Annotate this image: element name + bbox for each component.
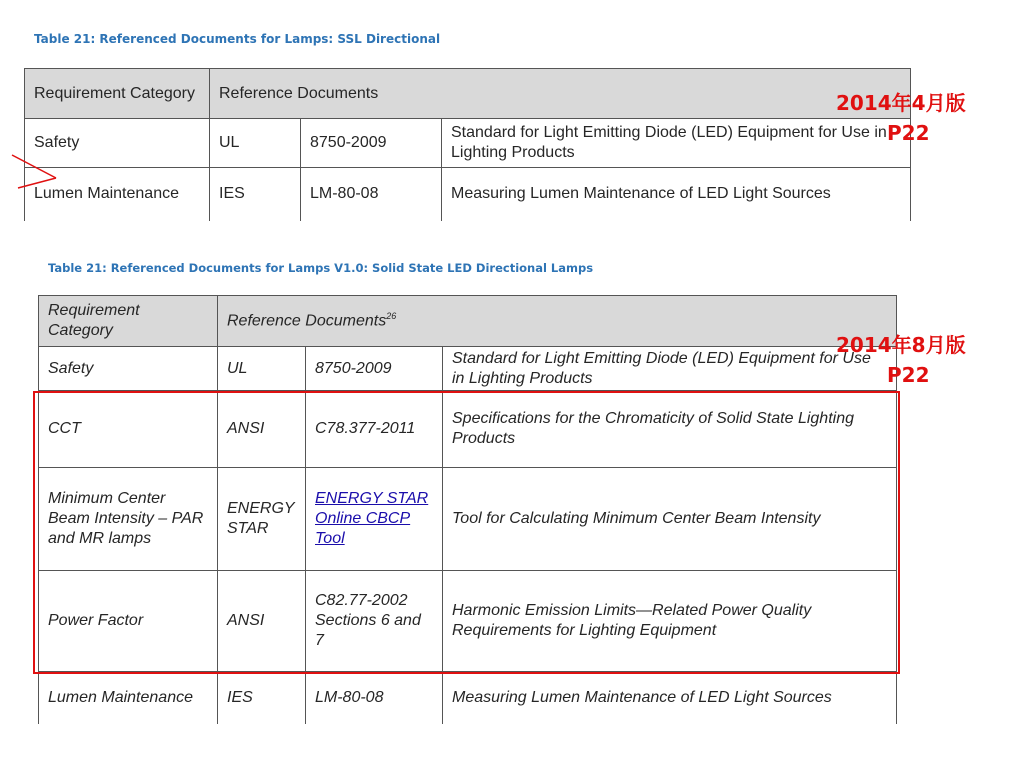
cell-organization: IES	[218, 672, 306, 724]
cell-document-title: Tool for Calculating Minimum Center Beam Intensity	[443, 468, 897, 571]
header-reference-documents: Reference Documents	[210, 69, 911, 119]
cell-category: Lumen Maintenance	[39, 672, 218, 724]
version-annotation-august-page: P22	[887, 363, 930, 387]
header-requirement-category: Requirement Category	[25, 69, 210, 119]
cell-document-id: 8750-2009	[306, 347, 443, 391]
cell-organization: UL	[218, 347, 306, 391]
cell-category: Power Factor	[39, 571, 218, 672]
cell-document-id: LM-80-08	[306, 672, 443, 724]
table-row	[25, 168, 911, 221]
cell-document-id: LM-80-08	[301, 168, 442, 221]
cell-category: Safety	[39, 347, 218, 391]
energy-star-cbcp-tool-link[interactable]: ENERGY STAR Online CBCP Tool	[315, 490, 429, 547]
red-strike-mark	[0, 0, 70, 200]
version-annotation-april-date: 2014年4月版	[836, 91, 966, 115]
cell-document-title: Measuring Lumen Maintenance of LED Light Sources	[442, 168, 911, 221]
version-annotation-august-date: 2014年8月版	[836, 333, 966, 357]
cell-document-title: Standard for Light Emitting Diode (LED) Equipment for Use in Lighting Products	[443, 347, 897, 391]
cell-organization: ENERGY STAR	[218, 468, 306, 571]
cell-document-title: Specifications for the Chromaticity of Solid State Lighting Products	[443, 391, 897, 468]
cell-organization: UL	[210, 119, 301, 168]
table1-header-row	[25, 69, 911, 119]
table1-caption: Table 21: Referenced Documents for Lamps: SSL Directional	[34, 32, 441, 46]
version-annotation-april-page: P22	[887, 121, 930, 145]
table-row	[25, 119, 911, 168]
cell-document-title: Measuring Lumen Maintenance of LED Light Sources	[443, 672, 897, 724]
table-row	[39, 672, 897, 724]
table2-caption: Table 21: Referenced Documents for Lamps V1.0: Solid State LED Directional Lamps	[48, 261, 594, 275]
cell-category: CCT	[39, 391, 218, 468]
cell-organization: ANSI	[218, 391, 306, 468]
cell-category: Minimum Center Beam Intensity – PAR and MR lamps	[39, 468, 218, 571]
new-rows-highlight-box	[33, 391, 900, 674]
cell-document-id: C78.377-2011	[306, 391, 443, 468]
cell-document-title: Standard for Light Emitting Diode (LED) Equipment for Use in Lighting Products	[442, 119, 911, 168]
cell-category: Lumen Maintenance	[25, 168, 210, 221]
cell-document-id: 8750-2009	[301, 119, 442, 168]
header-reference-documents	[218, 296, 897, 347]
table-row	[39, 347, 897, 391]
cell-category: Safety	[25, 119, 210, 168]
cell-organization: ANSI	[218, 571, 306, 672]
header-requirement-category: Requirement Category	[39, 296, 218, 347]
footnote-marker[interactable]: 26	[386, 310, 397, 321]
table2-header-row	[39, 296, 897, 347]
table1-referenced-documents	[24, 68, 911, 221]
header-reference-label: Reference Documents	[227, 312, 387, 330]
cell-document-id: C82.77-2002 Sections 6 and 7	[306, 571, 443, 672]
cell-document-title: Harmonic Emission Limits—Related Power Quality Requirements for Lighting Equipment	[443, 571, 897, 672]
cell-organization: IES	[210, 168, 301, 221]
